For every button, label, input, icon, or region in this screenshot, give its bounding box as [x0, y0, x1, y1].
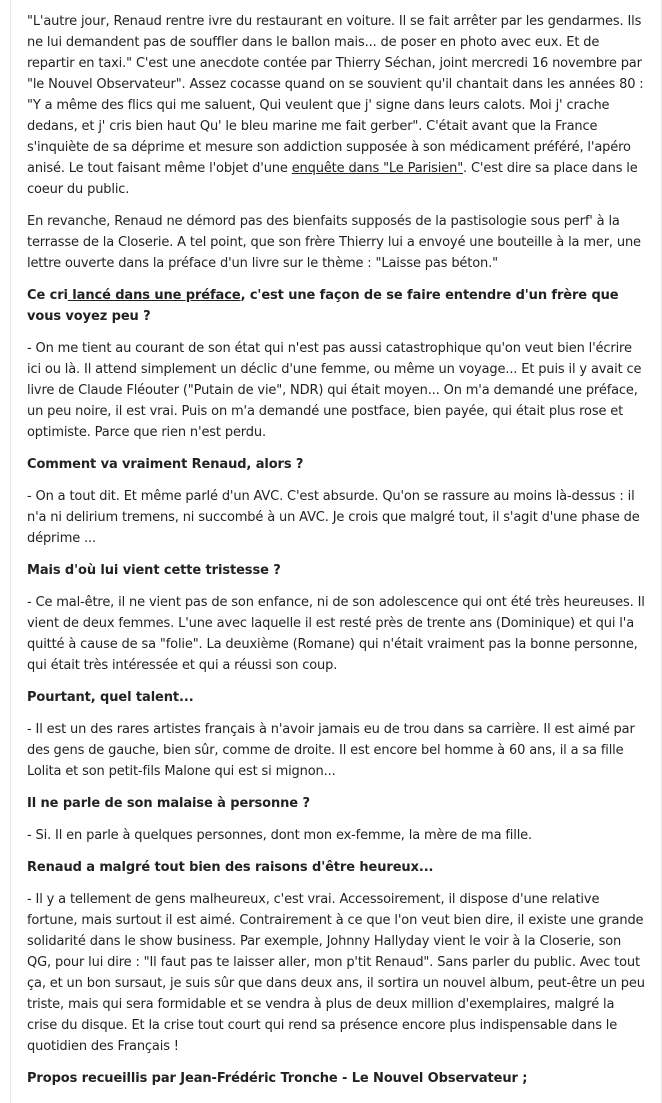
answer-malaise: - Si. Il en parle à quelques personnes, dont mon ex-femme, la mère de ma fille. [27, 828, 533, 843]
question-malaise: Il ne parle de son malaise à personne ? [27, 796, 310, 811]
preface-link[interactable]: lancé dans une préface [67, 288, 241, 303]
question-preface-end: , c'est une façon de se faire entendre d'un frère que vous voyez peu ? [27, 288, 619, 324]
answer-sadness: - Ce mal-être, il ne vient pas de son enfance, ni de son adolescence qui ont été très heureuses. Il vient de deux femmes. L'une avec laquelle il est resté près de trente ans (Dominique) et qui l'a quitté à cause de sa "folie". La deuxième (Romane) qui n'était vraiment pas la bonne personne, qui était très intéressée et qui a réussi son coup. [27, 595, 645, 673]
answer-preface: - On me tient au courant de son état qui n'est pas aussi catastrophique qu'on veut bien l'écrire ici ou là. Il attend simplement un déclic d'une femme, ou même un voyage... Et puis il y avait ce livre de Claude Fléouter ("Putain de vie", NDR) qui était moyen... On m'a demandé une préface, un peu noire, il est vrai. Puis on m'a demandé une postface, bien payée, qui était plus rose et optimiste. Parce que rien n'est perdu. [27, 341, 642, 440]
question-health: Comment va vraiment Renaud, alors ? [27, 457, 304, 472]
question-talent: Pourtant, quel talent... [27, 690, 194, 705]
answer-health: - On a tout dit. Et même parlé d'un AVC. C'est absurde. Qu'on se rassure au moins là-dessus : il n'a ni delirium tremens, ni succombé à un AVC. Je crois que malgré tout, il s'agit d'une phase de déprime ... [27, 489, 640, 546]
question-preface [27, 285, 647, 327]
intro-text: "L'autre jour, Renaud rentre ivre du restaurant en voiture. Il se fait arrêter par les gendarmes. Ils ne lui demandent pas de souffler dans le ballon mais... de poser en photo avec eux. Et de repartir en taxi." C'est une anecdote contée par Thierry Séchan, joint mercredi 16 novembre par "le Nouvel Observateur". Assez cocasse quand on se souvient qu'il chantait dans les années 80 : "Y a même des flics qui me saluent, Qui veulent que j' signe dans leurs calots. Moi j' crache dedans, et j' cris bien haut Qu' le bleu marine me fait gerber". C'était avant que la France s'inquiète de sa déprime et mesure son addiction supposée à son médicament préféré, l'apéro anisé. Le tout faisant même l'objet d'une [27, 14, 644, 176]
parisien-survey-link[interactable]: enquête dans "Le Parisien" [291, 161, 464, 176]
article-credit: Propos recueillis par Jean-Frédéric Tronche - Le Nouvel Observateur ; [27, 1071, 528, 1086]
question-preface-start: Ce cri [27, 288, 68, 303]
article-body [10, 0, 662, 1103]
answer-happiness: - Il y a tellement de gens malheureux, c'est vrai. Accessoirement, il dispose d'une relative fortune, mais surtout il est aimé. Contrairement à ce que l'on veut bien dire, il existe une grande solidarité dans le show business. Par exemple, Johnny Hallyday vient le voir à la Closerie, son QG, pour lui dire : "Il faut pas te laisser aller, mon p'tit Renaud". Sans parler du public. Avec tout ça, et un bon sursaut, je suis sûr que dans deux ans, il sortira un nouvel album, peut-être un peu triste, mais qui sera formidable et se vendra à plus de deux million d'exemplaires, malgré la crise du disque. Et la crise tout court qui rend sa présence encore plus indispensable dans le quotidien des Français ! [27, 892, 645, 1054]
intro-text-end: . C'est dire sa place dans le coeur du public. [27, 161, 638, 197]
answer-talent: - Il est un des rares artistes français à n'avoir jamais eu de trou dans sa carrière. Il est aimé par des gens de gauche, bien sûr, comme de droite. Il est encore bel homme à 60 ans, il a sa fille Lolita et son petit-fils Malone qui est si mignon... [27, 722, 635, 779]
intro-paragraph [27, 11, 647, 200]
question-happiness: Renaud a malgré tout bien des raisons d'être heureux... [27, 860, 434, 875]
question-sadness: Mais d'où lui vient cette tristesse ? [27, 563, 281, 578]
context-paragraph: En revanche, Renaud ne démord pas des bienfaits supposés de la pastisologie sous perf' à la terrasse de la Closerie. A tel point, que son frère Thierry lui a envoyé une bouteille à la mer, une lettre ouverte dans la préface d'un livre sur le thème : "Laisse pas béton." [27, 214, 641, 271]
